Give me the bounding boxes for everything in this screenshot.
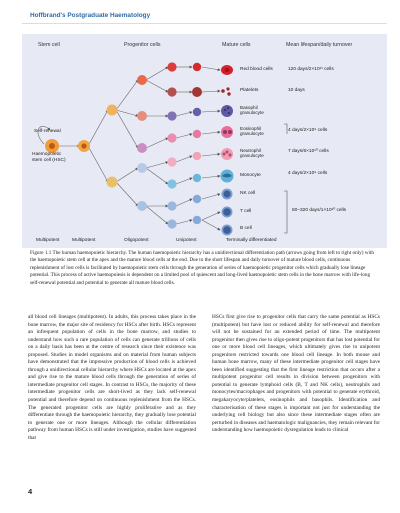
potency-label: Multipotent	[36, 238, 60, 243]
turnover-label: 10 days	[288, 88, 305, 93]
hsc-label-line-1: Haemopoietic	[32, 152, 62, 157]
lymphoid-precursor-cell	[137, 201, 147, 211]
running-head-title: Hoffbrand's Postgraduate Haematology	[30, 12, 151, 19]
header-stem-cell: Stem cell	[38, 42, 60, 48]
mature-cell-label: Platelets	[240, 88, 259, 93]
turnover-label: 120 days/2×10¹¹ cells	[288, 67, 334, 72]
potency-label: Multipotent	[72, 238, 96, 243]
mep-progenitor-cell	[137, 75, 147, 85]
turnover-label: 60–320 days/1×10¹⁰ cells	[292, 208, 347, 213]
header-lifespan: Mean lifespan/daily turnover	[286, 42, 353, 48]
mature-cell-label: Red blood cells	[240, 67, 273, 72]
basophil-icon	[221, 105, 233, 117]
mature-cell-label: Eosinophil granulocyte	[240, 126, 264, 137]
header-progenitor-cells: Progenitor cells	[124, 42, 161, 48]
mature-cell-icons	[221, 65, 234, 236]
mature-cell-label: Monocyte	[240, 173, 261, 178]
hsc-label-line-2: stem cell (HSC)	[32, 158, 66, 163]
figure-caption: Figure 1.1 The human haemopoietic hierarchy. The human haemopoietic hierarchy has a unidirectional differentiation path (arrows going from left to right only) with the haemopoietic stem cell at the apex and the mature blood cells at the end. Due to the short lifespan and daily turnover of mature blood cells, continuous replenishment of lost cells is facilitated by haemopoietic stem cells through the generation of series of haemopoietic progenitor cells which gradually lose lineage potential. This process of active haemopoiesis is dependent on a limited pool of quiescent and long-lived haemopoietic stem cells in the bone marrow with life-long self-renewal potential and potential to generate all mature blood cells.	[30, 250, 374, 286]
mature-cell-label: B cell	[240, 226, 252, 231]
platelet-icon	[221, 89, 225, 93]
gmp-progenitor-cell	[137, 111, 147, 121]
header-mature-cells: Mature cells	[222, 42, 251, 48]
mature-cell-label: Neutrophil granulocyte	[240, 148, 264, 159]
potency-label: Unipotent	[176, 238, 197, 243]
mature-cell-label: T cell	[240, 209, 252, 214]
mature-cell-label: Basophil granulocyte	[240, 105, 264, 116]
turnover-label: 4 days/2×10⁹ cells	[288, 128, 328, 133]
clp-progenitor-cell	[137, 163, 147, 173]
body-text-left-column: all blood cell lineages (multipotent). In adults, this process takes place in the bone marrow, the major site of residency for HSCs after birth. HSCs represent an infrequent population of cells in the bone marrow, and studies to understand how such a rare population of cells can generate trillions of cells on a daily basis has been at the centre of research since their existence was proposed. Studies in model organisms and on material from human subjects have demonstrated that the impressive production of blood cells is achieved through a unidirectional cellular hierarchy where HSCs are located at the apex and give rise to the mature blood cells through the generation of series of intermediate progenitor cell stages. In contrast to HSCs, the majority of these intermediate progenitor cells are short-lived as they lack self-renewal potential and therefore depend on continuous replenishment from the HSCs. The generated progenitor cells are highly proliferative and as they differentiate through the haemopoietic hierarchy, they gradually lose potential to generate one or more lineages. Although the cellular differentiation pathway from human HSCs is still under investigation, studies have suggested that	[28, 314, 196, 441]
lymphocyte-bracket	[284, 191, 287, 233]
potency-label: Oligopotent	[124, 238, 149, 243]
turnover-label: 7 days/6×10¹⁰ cells	[288, 149, 329, 154]
granulocyte-bracket	[284, 124, 287, 134]
potency-label: Terminally differentiated	[226, 238, 277, 243]
eo-baso-progenitor-cell	[137, 143, 147, 153]
lymphoid-progenitor-cell	[107, 177, 118, 188]
myeloid-progenitor-cell	[107, 105, 118, 116]
body-text-right-column: HSCs first give rise to progenitor cells that carry the same potential as HSCs (multipotent) but have lost or reduced ability for self-renewal and therefore will not be sustained for an extended period of time. The multipotent progenitor then gives rise to oligo-potent progenitors that has lost potential for one or more blood cell lineages, which ultimately gives rise to unipotent progenitors restricted towards one blood cell lineage. In both mouse and human bone marrow, many of these intermediate progenitor cell stages have been identified suggesting that the first lineage restriction that occurs after a multipotent progenitor cell results in division between progenitors with potential to generate lymphoid cells (B, T and NK cells), neutrophils and monocytes/macrophages and progenitors with potential to generate erythroid, megakaryocyte/platelets, eosinophils and basophils. Identification and characterisation of these stages is important not just for understanding the underlying cell biology but also since these intermediate stages often are perturbed in diseases and haematologic malignancies, they remain relevant for understanding how haemopoietic dysregulation leads to clinical	[212, 314, 380, 434]
header-divider	[22, 23, 387, 24]
self-renewal-label: Self-renewal	[34, 129, 61, 134]
mature-cell-label: NK cell	[240, 191, 256, 196]
page-number: 4	[28, 487, 33, 496]
turnover-label: 4 days/2×10⁹ cells	[288, 171, 328, 176]
